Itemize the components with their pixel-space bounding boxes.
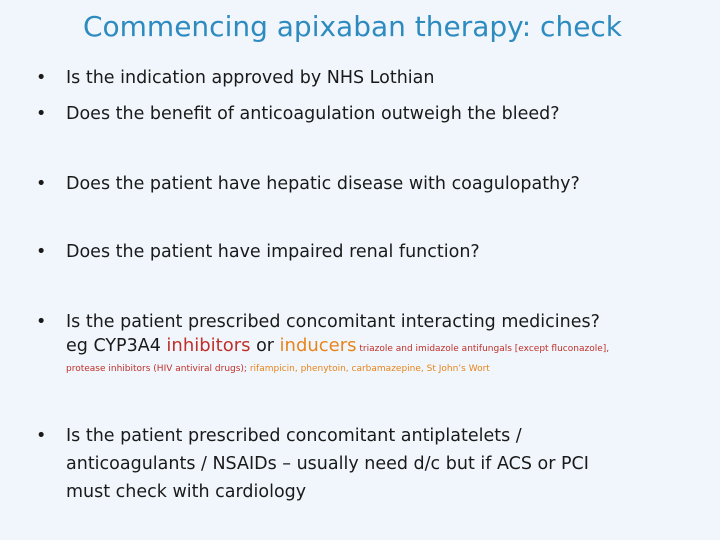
bullet-text-line2: anticoagulants / NSAIDs – usually need d/c but if ACS or PCI — [66, 454, 589, 474]
bullet-text: Is the patient prescribed concomitant antiplatelets / — [66, 426, 522, 446]
inhibitors-list-part2: protease inhibitors (HIV antiviral drugs); — [66, 364, 247, 374]
inducers-list: rifampicin, phenytoin, carbamazepine, St John’s Wort — [246, 364, 490, 374]
bullet-text: Is the patient prescribed concomitant interacting medicines? — [66, 312, 600, 332]
bullet-interactions — [36, 310, 706, 361]
inducers-word: inducers — [279, 335, 357, 356]
bullet-text: Does the patient have hepatic disease with coagulopathy? — [66, 174, 580, 194]
bullet-benefit — [36, 102, 706, 126]
inhibitors-word: inhibitors — [166, 335, 251, 356]
bullet-renal — [36, 240, 706, 264]
bullet-dot: • — [36, 174, 47, 194]
bullet-dot: • — [36, 426, 47, 446]
bullet-dot: • — [36, 68, 47, 88]
bullet-hepatic — [36, 172, 706, 196]
slide-title: Commencing apixaban therapy: check — [82, 10, 623, 43]
bullet-text-line3: must check with cardiology — [66, 482, 307, 502]
bullet-antiplatelets — [36, 422, 706, 506]
bullet-text: Does the patient have impaired renal function? — [66, 242, 480, 262]
bullet-text: Does the benefit of anticoagulation outweigh the bleed? — [66, 104, 560, 124]
bullet-dot: • — [36, 104, 47, 124]
bullet-dot: • — [36, 312, 47, 332]
cyp3a4-line — [66, 334, 706, 361]
inhibitors-list-part1: triazole and imidazole antifungals [except fluconazole], — [356, 344, 610, 354]
bullet-dot: • — [36, 242, 47, 262]
cyp3a4-prefix: eg CYP3A4 — [66, 336, 167, 356]
interaction-examples — [66, 364, 490, 374]
or-word: or — [250, 336, 280, 356]
bullet-text: Is the indication approved by NHS Lothian — [66, 68, 435, 88]
bullet-indication — [36, 66, 706, 90]
